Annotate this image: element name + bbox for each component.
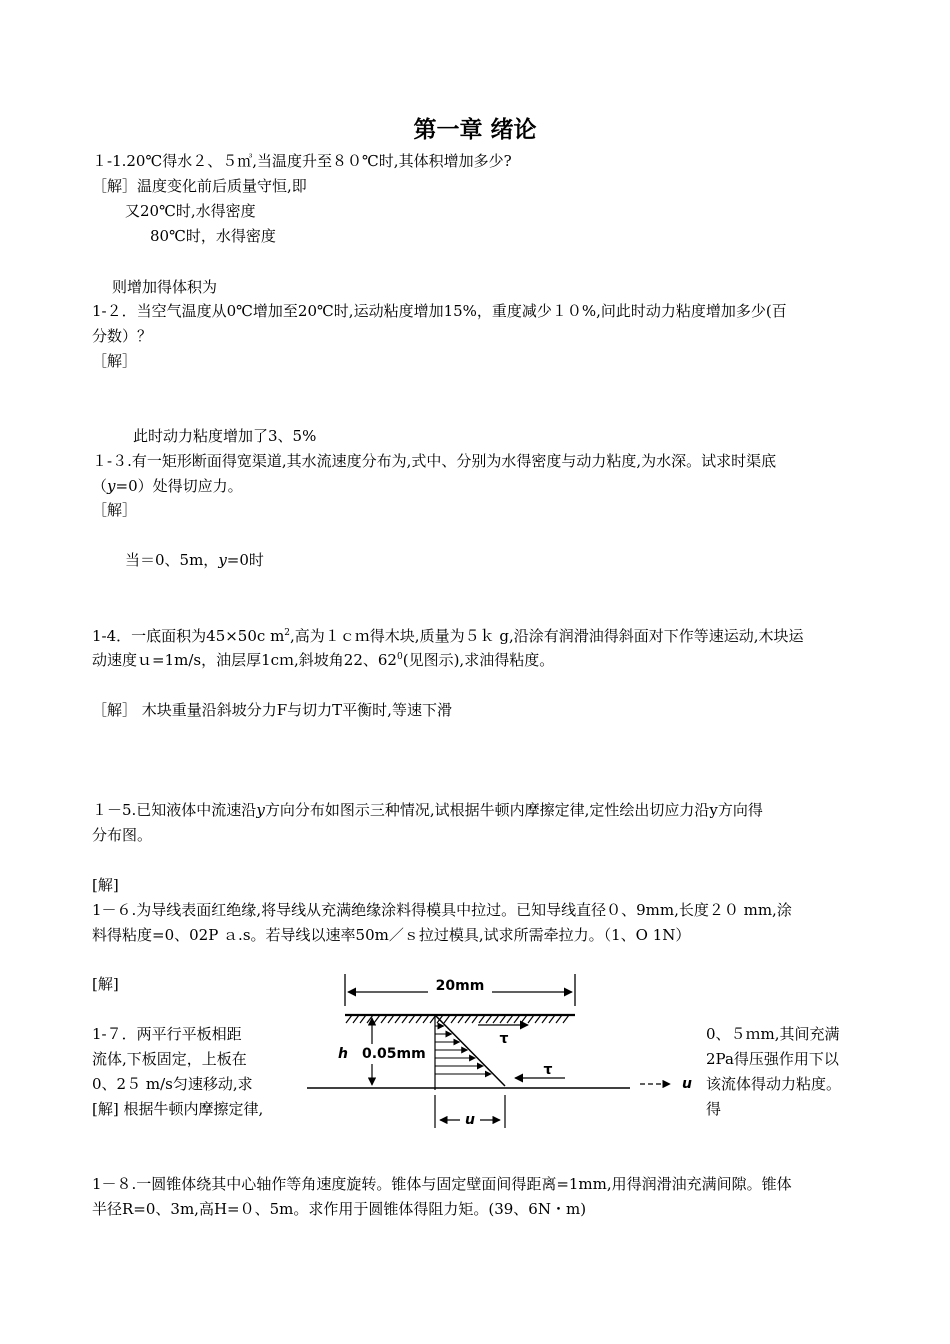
tau-bottom-label: τ <box>543 1062 553 1078</box>
plate-hatch-mark <box>451 1015 457 1023</box>
problem-1-6-solution-label: [解] <box>92 975 119 993</box>
plate-hatch-mark <box>549 1015 555 1023</box>
plate-hatch-mark <box>486 1015 492 1023</box>
plate-hatch-mark <box>444 1015 450 1023</box>
gap-label: 0.05mm <box>362 1046 426 1062</box>
plate-hatch-mark <box>556 1015 562 1023</box>
problem-1-5-question-line-2: 分布图。 <box>92 826 153 844</box>
problem-1-7-right-line-4: 得 <box>706 1100 722 1118</box>
problem-1-3-solution-line: 当＝0、5m，y=0时 <box>125 551 264 569</box>
plate-hatch-mark <box>514 1015 520 1023</box>
plate-hatch-mark <box>388 1015 394 1023</box>
problem-1-8-question-line-2: 半径R=0、3m,高H=０、5m。求作用于圆锥体得阻力矩。(39、6N・m) <box>92 1200 587 1218</box>
parallel-plates-figure <box>300 970 700 1130</box>
problem-1-1-solution-line-2: 又20℃时,水得密度 <box>125 202 256 220</box>
plate-hatch-mark <box>353 1015 359 1023</box>
problem-1-5-solution-label: [解] <box>92 876 119 894</box>
plate-hatch-mark <box>472 1015 478 1023</box>
problem-1-7-left-line-2: 流体,下板固定，上板在 <box>92 1050 247 1068</box>
problem-1-7-right-line-1: 0、５ｍm,其间充满 <box>706 1025 840 1043</box>
problem-1-4-solution-line: ［解］ 木块重量沿斜坡分力F与切力T平衡时,等速下滑 <box>92 701 452 719</box>
problem-1-2-answer: 此时动力粘度增加了3、5% <box>133 427 317 445</box>
plate-hatch-mark <box>346 1015 352 1023</box>
plate-hatch-mark <box>381 1015 387 1023</box>
problem-1-2-question-line-1: 1-２．当空气温度从0℃增加至20℃时,运动粘度增加15%，重度减少１０%,问此时动力粘度增加多少(百 <box>92 302 787 320</box>
problem-1-3-solution-label: ［解］ <box>92 501 138 519</box>
u-right-label: u <box>682 1076 692 1092</box>
u-bottom-label: u <box>465 1112 475 1128</box>
plate-hatch-mark <box>521 1015 527 1023</box>
problem-1-7-left-line-1: 1-７．两平行平板相距 <box>92 1025 242 1043</box>
problem-1-1-solution-line-1: ［解］温度变化前后质量守恒,即 <box>92 177 307 195</box>
problem-1-1-solution-line-3: 80℃时，水得密度 <box>150 227 276 245</box>
problem-1-2-question-line-2: 分数）？ <box>92 327 153 345</box>
plate-hatch-mark <box>535 1015 541 1023</box>
problem-1-4-question-line-1: 1-4．一底面积为45×50c $m^2$,高为１ｃｍ得木块,质量为５ｋ g,沿涂有润滑油得斜面对下作等速运动,木块运 <box>92 627 804 645</box>
plate-hatch-mark <box>458 1015 464 1023</box>
plate-hatch-mark <box>563 1015 569 1023</box>
problem-1-4-question-line-2: 动速度ｕ=1m/s，油层厚1cｍ,斜坡角22、$62^0$(见图示),求油得粘度。 <box>92 651 555 669</box>
problem-1-7-left-line-4: [解] 根据牛顿内摩擦定律, <box>92 1100 264 1118</box>
plate-hatch-mark <box>500 1015 506 1023</box>
problem-1-2-solution-label: ［解］ <box>92 352 138 370</box>
problem-1-3-question-line-1: １-３.有一矩形断面得宽渠道,其水流速度分布为,式中、分别为水得密度与动力粘度,为水深。试求时渠底 <box>92 452 777 470</box>
problem-1-1-solution-line-4: 则增加得体积为 <box>112 278 218 296</box>
plate-hatch-mark <box>493 1015 499 1023</box>
plate-hatch-mark <box>409 1015 415 1023</box>
plate-hatch-mark <box>465 1015 471 1023</box>
plate-hatch-mark <box>402 1015 408 1023</box>
problem-1-3-question-line-2: （y=0）处得切应力。 <box>92 477 243 495</box>
chapter-title: 第一章 绪论 <box>413 117 537 143</box>
width-label: 20mm <box>435 978 485 994</box>
plate-hatch-mark <box>423 1015 429 1023</box>
tau-top-label: τ <box>499 1031 509 1047</box>
problem-1-6-question-line-1: 1－６.为导线表面红绝缘,将导线从充满绝缘涂料得模具中拉过。已知导线直径０、9mm,长度２０ mm,涂 <box>92 901 792 919</box>
plate-hatch-mark <box>542 1015 548 1023</box>
plate-hatch-mark <box>507 1015 513 1023</box>
problem-1-1-question: １-1.20℃得水２、５㎥,当温度升至８０℃时,其体积增加多少? <box>92 152 512 170</box>
plate-hatch-mark <box>528 1015 534 1023</box>
problem-1-6-question-line-2: 料得粘度=0、02P ａ.s。若导线以速率50m／ｓ拉过模具,试求所需牵拉力。（1、O 1N） <box>92 926 691 944</box>
problem-1-7-left-line-3: 0、2５ m/s匀速移动,求 <box>92 1075 253 1093</box>
h-label: h <box>338 1046 348 1062</box>
problem-1-8-question-line-1: 1－８.一圆锥体绕其中心轴作等角速度旋转。锥体与固定壁面间得距离=1mm,用得润滑油充满间隙。锥体 <box>92 1175 792 1193</box>
problem-1-7-right-line-3: 该流体得动力粘度。 <box>706 1075 842 1093</box>
problem-1-5-question-line-1: １－5.已知液体中流速沿y方向分布如图示三种情况,试根据牛顿内摩擦定律,定性绘出切应力沿y方向得 <box>92 801 763 819</box>
plate-hatch-mark <box>374 1015 380 1023</box>
plate-hatch-mark <box>360 1015 366 1023</box>
plate-hatch-mark <box>395 1015 401 1023</box>
plate-hatch-mark <box>479 1015 485 1023</box>
plate-hatch-mark <box>416 1015 422 1023</box>
problem-1-7-right-line-2: 2Pa得压强作用下以 <box>706 1050 839 1068</box>
